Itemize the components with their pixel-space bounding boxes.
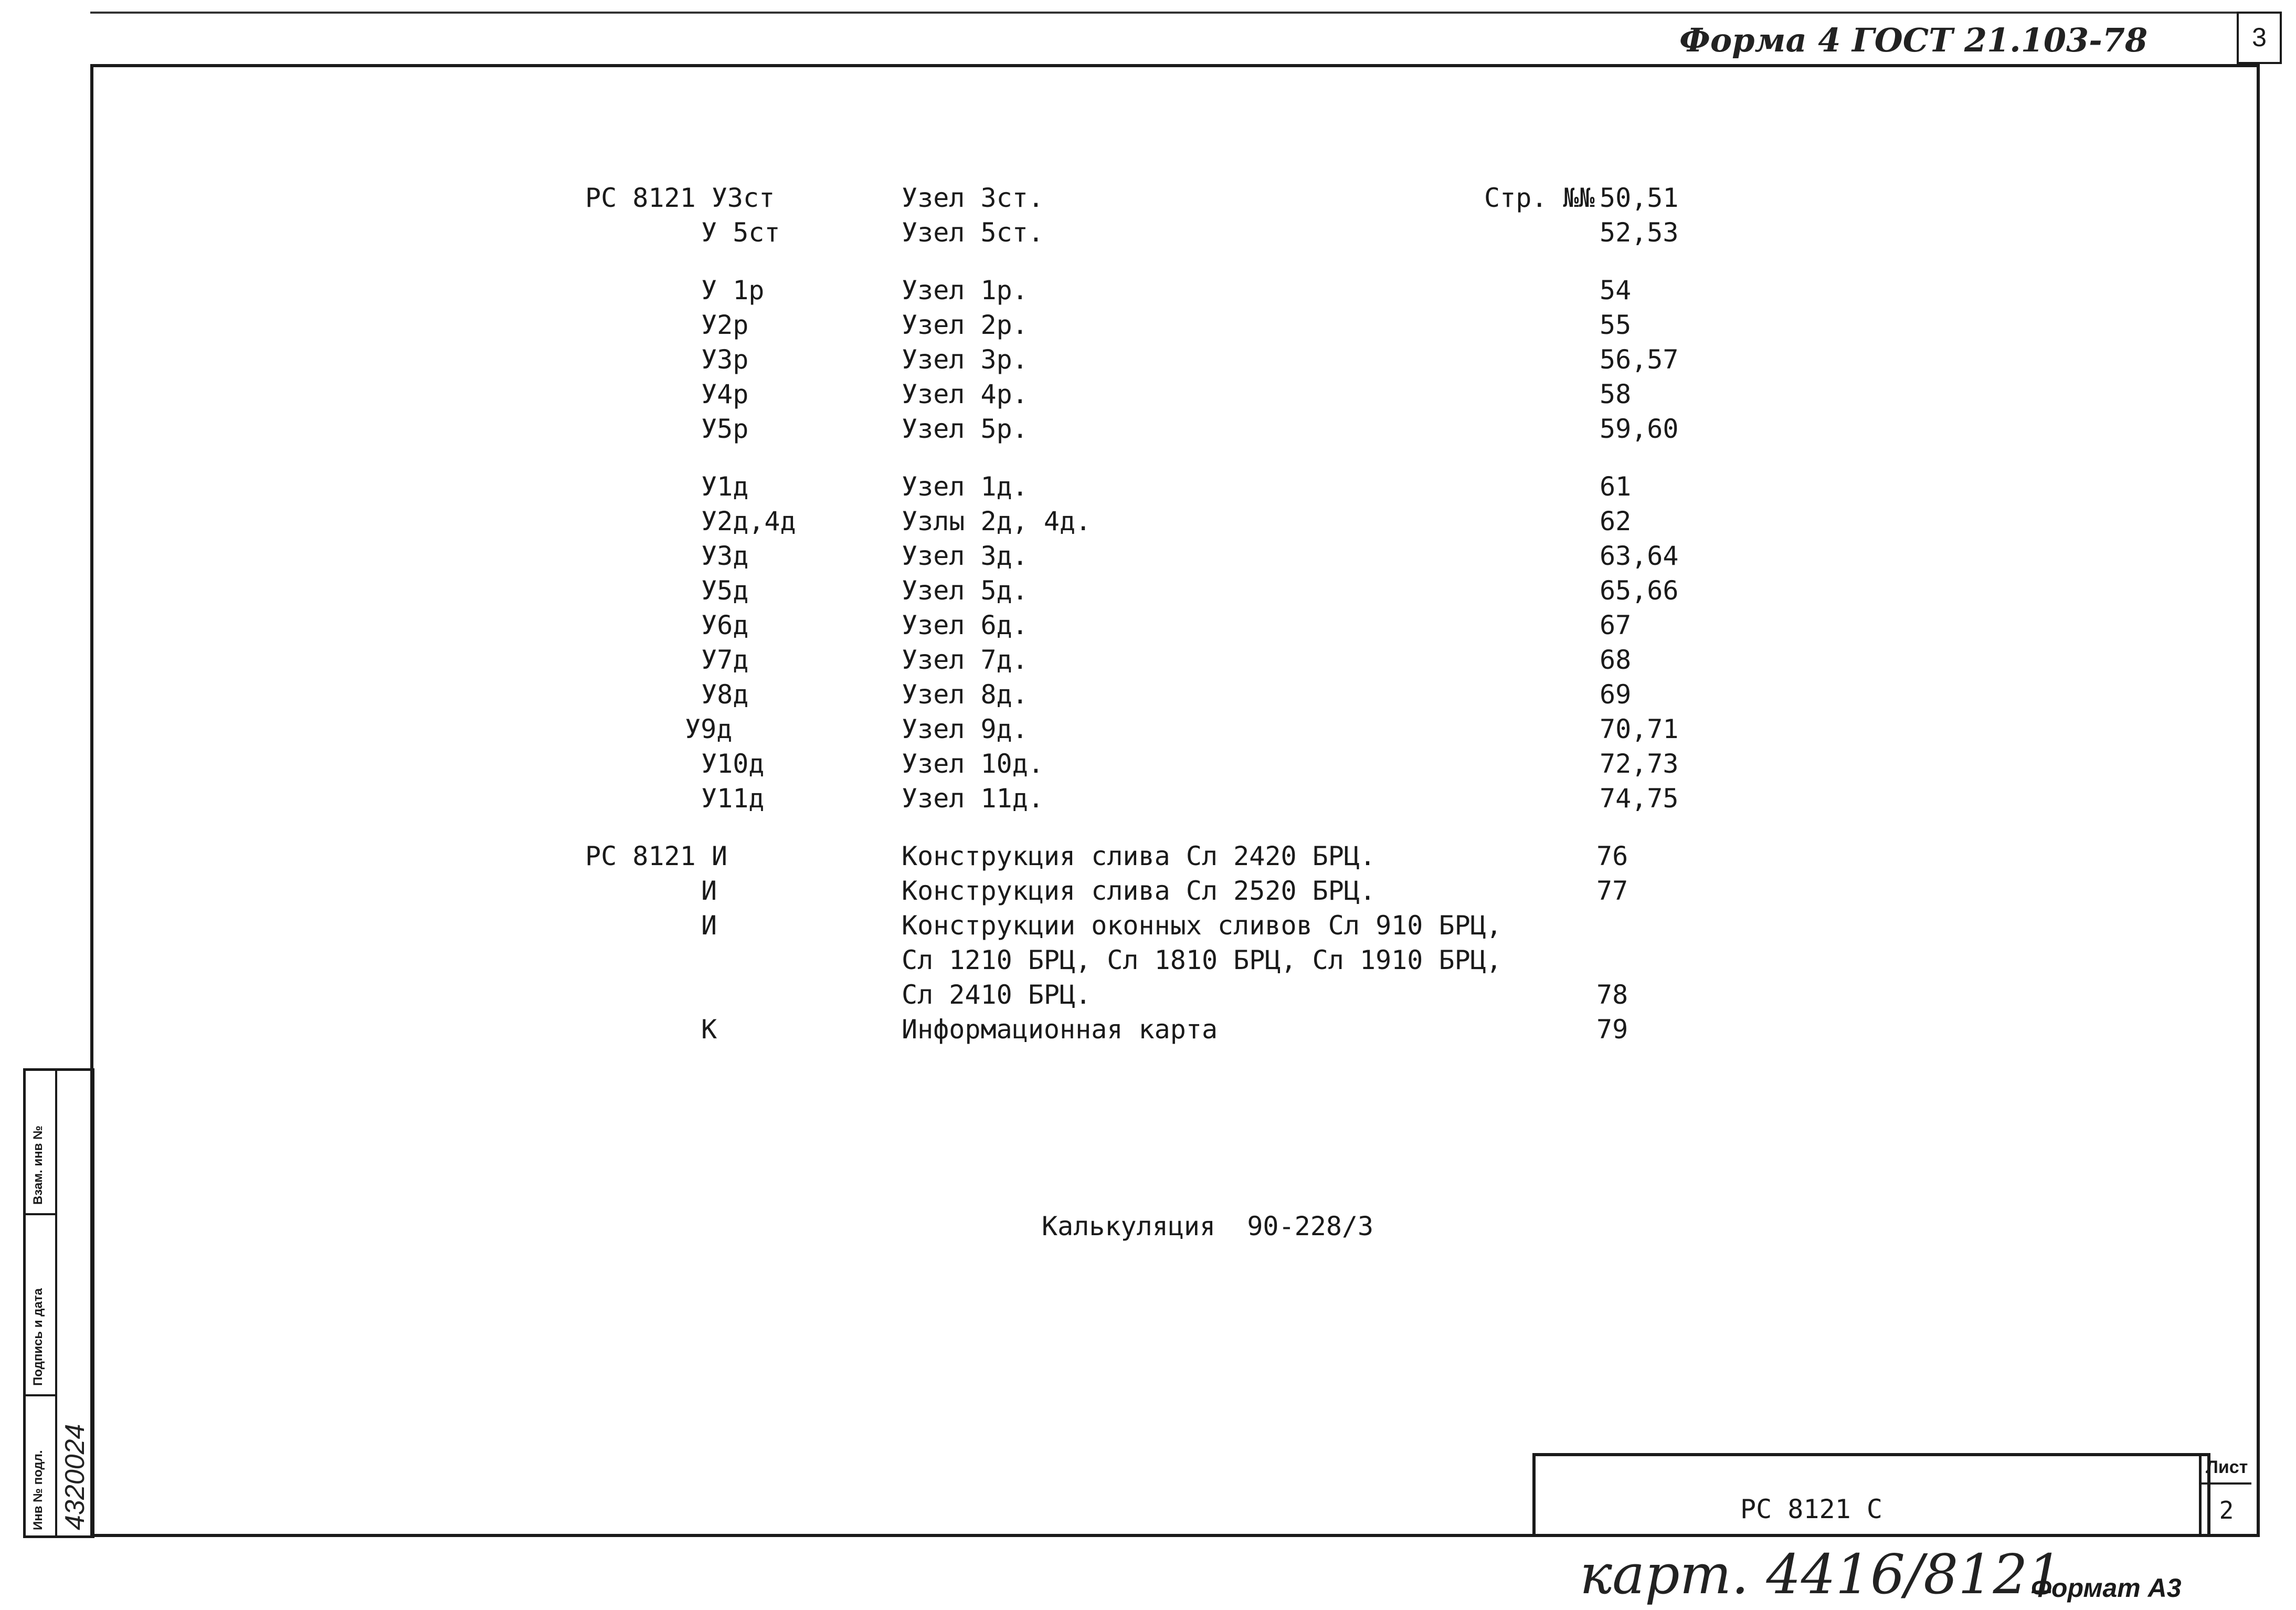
row-title: Узел 5д. — [902, 575, 1028, 606]
row-code: У5р — [701, 414, 749, 444]
row-code: У2д,4д — [701, 506, 796, 536]
row-code: У4р — [701, 379, 749, 409]
row-title: Узел 3р. — [902, 344, 1028, 375]
table-row — [0, 980, 2296, 1014]
row-pages: 54 — [1600, 275, 1632, 306]
row-title: Узел 1д. — [902, 471, 1028, 502]
row-pages: 74,75 — [1600, 783, 1679, 814]
row-code: И — [701, 876, 717, 906]
table-row — [0, 749, 2296, 783]
row-title: Узлы 2д, 4д. — [902, 506, 1092, 536]
form-note: Форма 4 ГОСТ 21.103-78 — [1679, 21, 2148, 59]
table-row — [0, 541, 2296, 575]
row-code: У3д — [701, 541, 749, 571]
table-row — [0, 379, 2296, 414]
row-title: Узел 10д. — [902, 749, 1044, 779]
table-row — [0, 945, 2296, 980]
row-pages: 79 — [1596, 1014, 1628, 1045]
row-title: Узел 8д. — [902, 679, 1028, 710]
format-note: Формат А3 — [2031, 1573, 2182, 1603]
row-code: РС 8121 У3ст — [585, 183, 775, 213]
row-title: Узел 5р. — [902, 414, 1028, 444]
title-block — [1532, 1453, 2210, 1537]
side-stamp-strip — [23, 1068, 94, 1538]
corner-number: 3 — [2252, 23, 2267, 52]
table-row — [0, 575, 2296, 610]
row-pages: 65,66 — [1600, 575, 1679, 606]
table-row — [0, 679, 2296, 714]
row-code: У 1р — [701, 275, 765, 306]
row-title: Узел 6д. — [902, 610, 1028, 640]
table-row — [0, 841, 2296, 876]
page-label: Стр. №№ — [1484, 183, 1595, 213]
table-row — [0, 506, 2296, 541]
row-title: Узел 3ст. — [902, 183, 1044, 213]
table-row — [0, 471, 2296, 506]
row-code: У2р — [701, 310, 749, 340]
table-row — [0, 610, 2296, 645]
row-pages: 50,51 — [1600, 183, 1679, 213]
row-pages: 58 — [1600, 379, 1632, 409]
side-label-replace: Взам. инв № — [31, 1125, 45, 1205]
sheet-number: 2 — [2219, 1496, 2234, 1524]
document-designation: РС 8121 С — [1740, 1494, 1882, 1524]
table-row — [0, 217, 2296, 252]
row-title: Информационная карта — [902, 1014, 1218, 1045]
row-code: У9д — [685, 714, 733, 744]
row-pages: 70,71 — [1600, 714, 1679, 744]
row-title: Узел 2р. — [902, 310, 1028, 340]
row-pages: 76 — [1596, 841, 1628, 871]
row-code: У3р — [701, 344, 749, 375]
row-pages: 56,57 — [1600, 344, 1679, 375]
table-row — [0, 275, 2296, 310]
row-code: К — [701, 1014, 717, 1045]
row-title: Узел 7д. — [902, 645, 1028, 675]
row-pages: 61 — [1600, 471, 1632, 502]
row-pages: 62 — [1600, 506, 1632, 536]
row-pages: 68 — [1600, 645, 1632, 675]
row-title: Узел 9д. — [902, 714, 1028, 744]
table-row — [0, 310, 2296, 344]
row-code: У1д — [701, 471, 749, 502]
sheet-label: Лист — [2202, 1453, 2251, 1485]
row-title: Узел 11д. — [902, 783, 1044, 814]
row-pages: 55 — [1600, 310, 1632, 340]
row-code: У 5ст — [701, 217, 780, 248]
row-code: У8д — [701, 679, 749, 710]
table-row — [0, 183, 2296, 217]
sheet-box — [2199, 1453, 2251, 1537]
row-title: Узел 5ст. — [902, 217, 1044, 248]
calculation-note: Калькуляция 90-228/3 — [1042, 1211, 1374, 1241]
row-pages: 78 — [1596, 980, 1628, 1010]
table-row — [0, 1014, 2296, 1049]
row-pages: 72,73 — [1600, 749, 1679, 779]
row-code: У11д — [701, 783, 765, 814]
row-code: РС 8121 И — [585, 841, 727, 871]
row-title: Конструкции оконных сливов Сл 910 БРЦ, — [902, 910, 1502, 941]
row-code: И — [701, 910, 717, 941]
row-code: У7д — [701, 645, 749, 675]
row-pages: 59,60 — [1600, 414, 1679, 444]
row-title: Конструкция слива Сл 2520 БРЦ. — [902, 876, 1376, 906]
side-label-sign: Подпись и дата — [31, 1288, 45, 1386]
row-pages: 69 — [1600, 679, 1632, 710]
row-code: У6д — [701, 610, 749, 640]
row-code: У5д — [701, 575, 749, 606]
row-title: Узел 4р. — [902, 379, 1028, 409]
row-pages: 63,64 — [1600, 541, 1679, 571]
table-row — [0, 344, 2296, 379]
table-row — [0, 714, 2296, 749]
row-title: Конструкция слива Сл 2420 БРЦ. — [902, 841, 1376, 871]
row-pages: 67 — [1600, 610, 1632, 640]
row-title: Узел 1р. — [902, 275, 1028, 306]
row-code: У10д — [701, 749, 765, 779]
row-pages: 77 — [1596, 876, 1628, 906]
row-pages: 52,53 — [1600, 217, 1679, 248]
table-row — [0, 414, 2296, 448]
row-title: Сл 2410 БРЦ. — [902, 980, 1092, 1010]
row-title: Сл 1210 БРЦ, Сл 1810 БРЦ, Сл 1910 БРЦ, — [902, 945, 1502, 975]
row-title: Узел 3д. — [902, 541, 1028, 571]
table-row — [0, 876, 2296, 910]
table-row — [0, 783, 2296, 818]
side-label-inv: Инв № подл. — [31, 1450, 45, 1530]
handwritten-archive-note: карт. 4416/8121 — [1580, 1542, 2062, 1606]
table-row — [0, 910, 2296, 945]
table-row — [0, 645, 2296, 679]
side-strip-divider — [55, 1071, 57, 1535]
inventory-number: 4320024 — [60, 1424, 90, 1530]
